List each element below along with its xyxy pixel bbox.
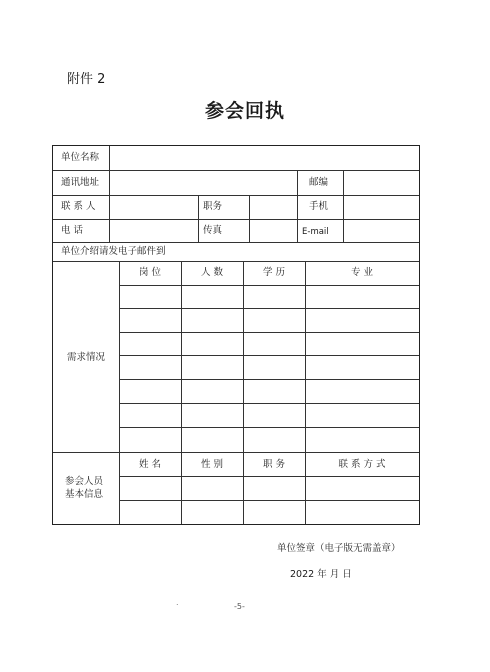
email-label: E-mail <box>302 227 329 237</box>
row-divider <box>53 170 419 171</box>
page-title: 参会回执 <box>204 100 285 122</box>
row-divider <box>53 195 419 196</box>
row-divider <box>119 379 419 380</box>
row-divider <box>119 355 419 356</box>
col-divider <box>249 195 250 242</box>
col-divider <box>343 170 344 242</box>
col-header-contact: 联 系 方 式 <box>338 459 386 470</box>
row-divider <box>119 476 419 477</box>
postcode-label: 邮编 <box>309 177 329 188</box>
page-number: -5- <box>234 602 245 611</box>
seal-note: 单位签章（电子版无需盖章） <box>277 543 401 554</box>
row-divider <box>119 285 419 286</box>
row-divider <box>119 427 419 428</box>
row-divider <box>119 332 419 333</box>
col-header-post: 岗 位 <box>138 267 162 278</box>
col-divider <box>305 261 306 524</box>
attendee-label-line1: 参会人员 <box>65 476 104 487</box>
attachment-label: 附件 2 <box>67 72 106 87</box>
col-divider <box>119 261 120 524</box>
col-divider <box>181 261 182 524</box>
receipt-form-table <box>52 145 420 525</box>
fax-label: 传真 <box>203 225 223 236</box>
intro-label: 单位介绍请发电子邮件到 <box>61 246 166 257</box>
row-divider <box>119 500 419 501</box>
col-header-count: 人 数 <box>200 267 224 278</box>
row-divider <box>53 219 419 220</box>
col-divider <box>198 195 199 242</box>
col-header-name: 姓 名 <box>138 459 162 470</box>
row-divider <box>53 452 419 453</box>
col-header-title: 职 务 <box>262 459 286 470</box>
col-header-gender: 性 别 <box>200 459 224 470</box>
attendee-label-line2: 基本信息 <box>65 489 104 500</box>
contact-label: 联 系 人 <box>61 201 96 212</box>
demand-label: 需求情况 <box>67 352 106 363</box>
col-header-education: 学 历 <box>262 267 286 278</box>
row-divider <box>53 242 419 243</box>
address-label: 通讯地址 <box>61 177 100 188</box>
row-divider <box>119 403 419 404</box>
col-divider <box>243 261 244 524</box>
col-divider <box>297 170 298 242</box>
footer-dot: . <box>176 598 179 607</box>
col-header-major: 专 业 <box>350 267 374 278</box>
position-label: 职务 <box>203 201 223 212</box>
row-divider <box>53 261 419 262</box>
col-divider <box>109 146 110 242</box>
phone-label: 电 话 <box>61 225 84 236</box>
date-line: 2022 年 月 日 <box>290 569 352 580</box>
mobile-label: 手机 <box>309 201 329 212</box>
row-divider <box>119 308 419 309</box>
unit-name-label: 单位名称 <box>61 152 100 163</box>
